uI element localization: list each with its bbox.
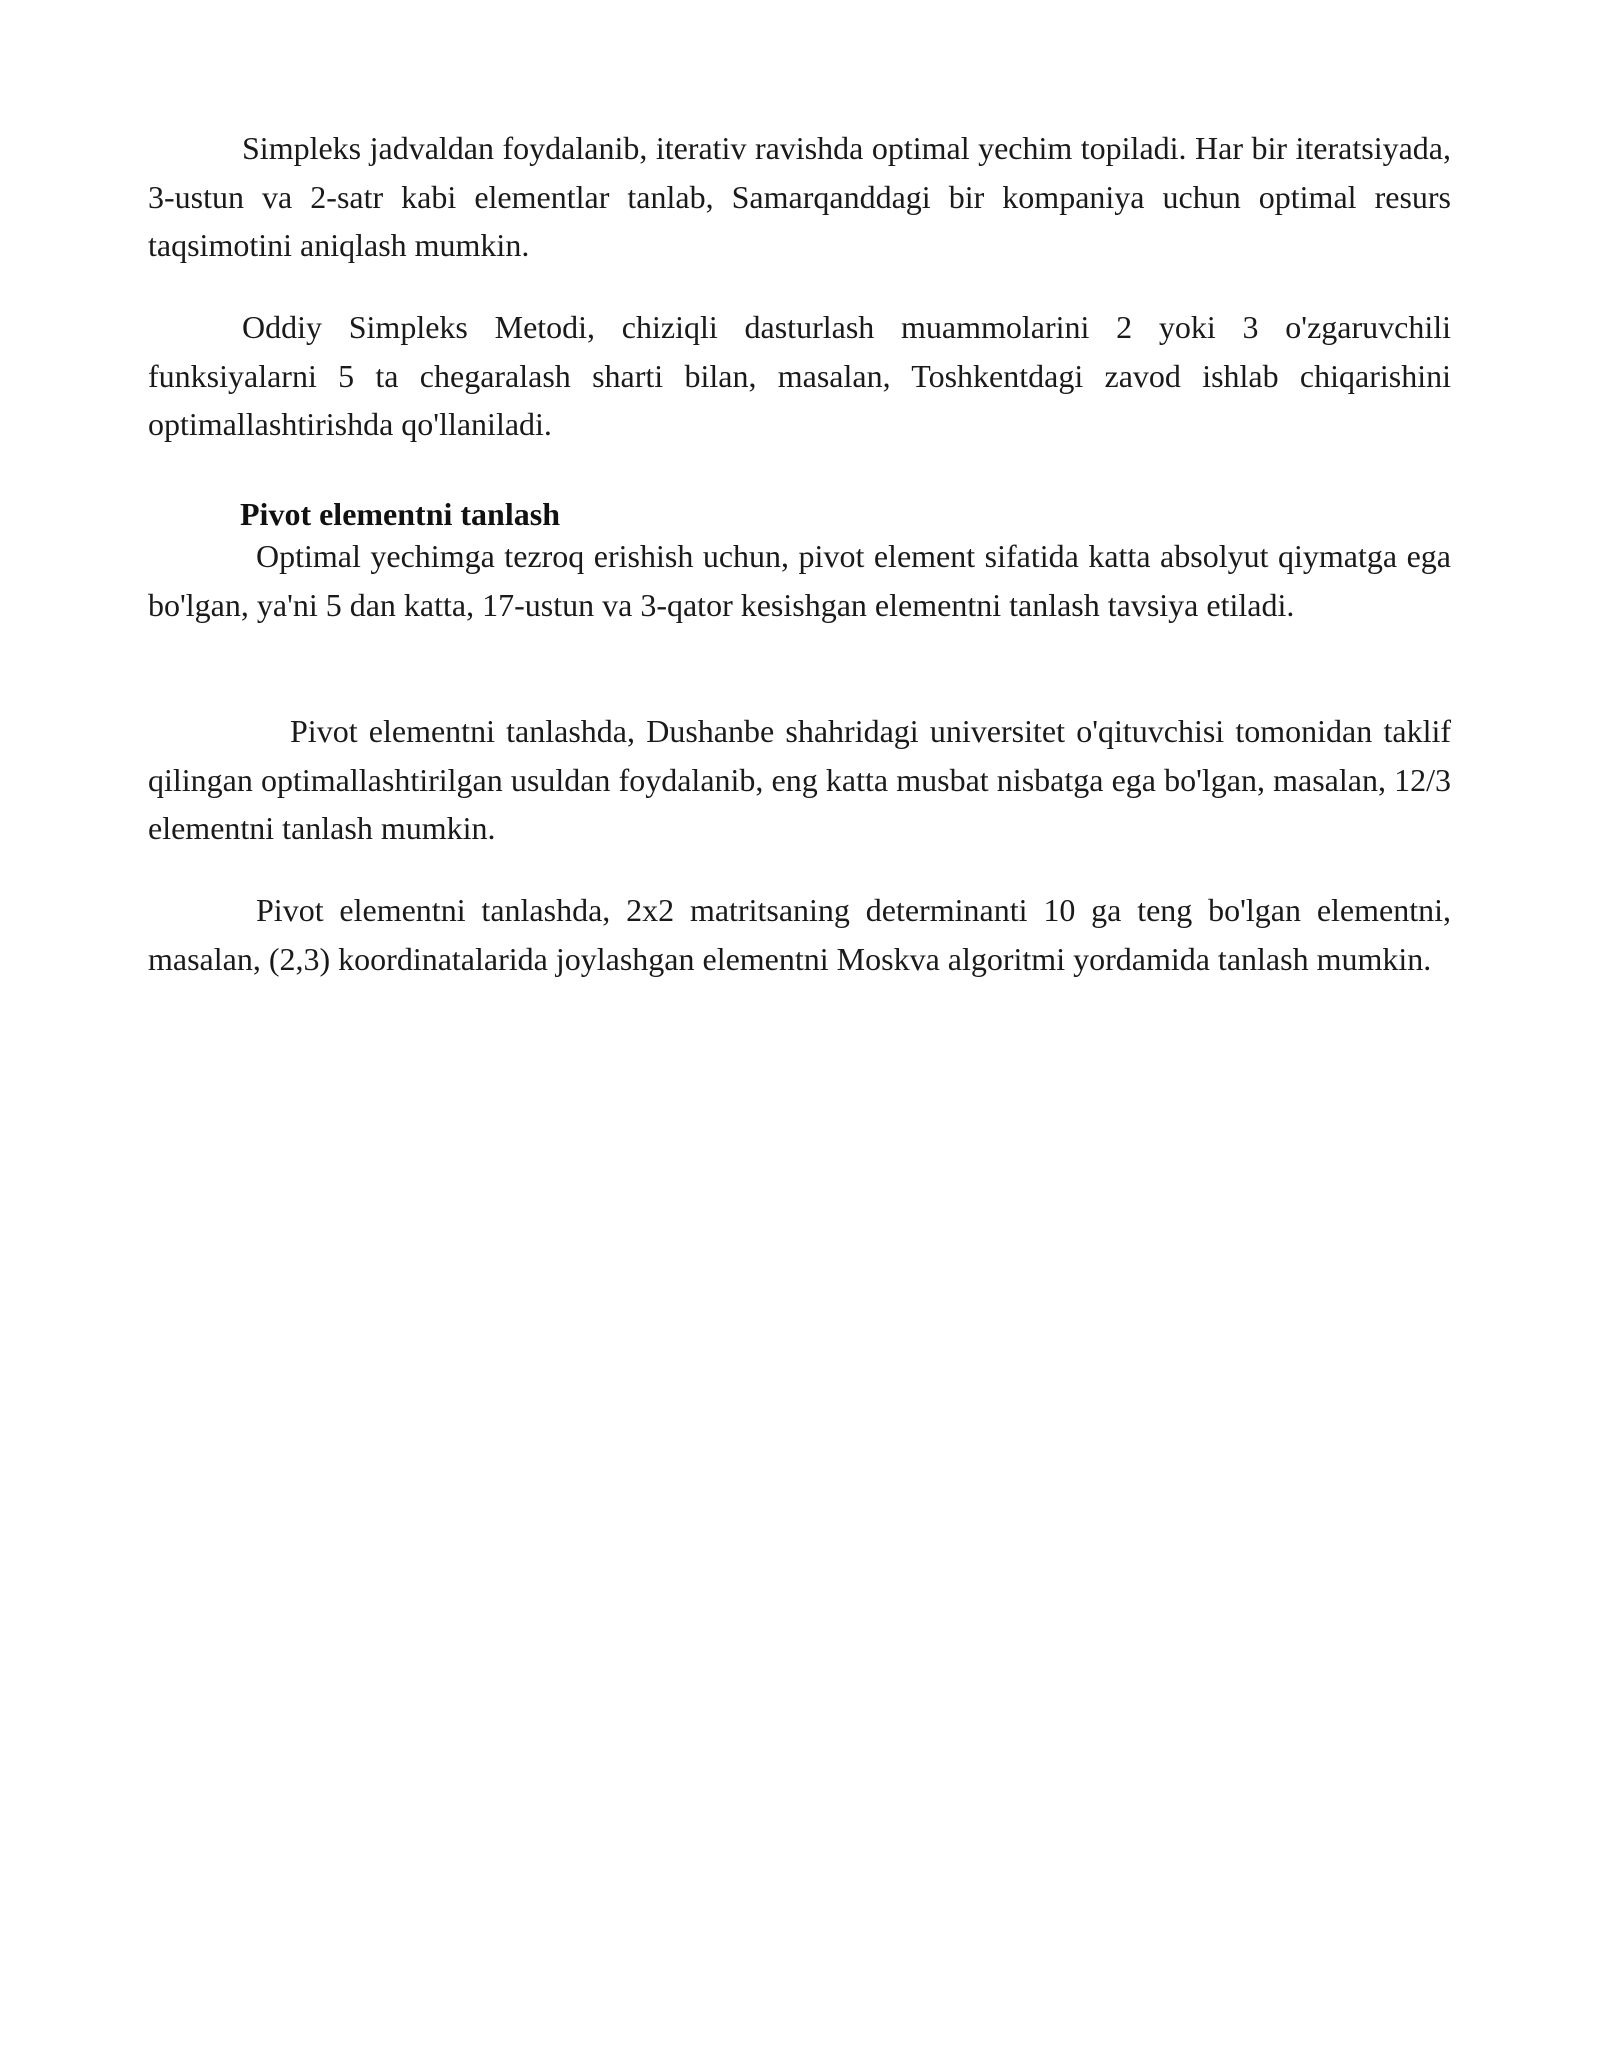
section-heading: Pivot elementni tanlash — [240, 496, 560, 532]
paragraph-pivot-determinant: Pivot elementni tanlashda, 2x2 matritsaning determinanti 10 ga teng bo'lgan elementni, masalan, (2,3) koordinatalarida joylashgan elementni Moskva algoritmi yordamida tanlash mumkin. — [148, 892, 1451, 977]
paragraph-simplex-method: Oddiy Simpleks Metodi, chiziqli dasturlash muammolarini 2 yoki 3 o'zgaruvchili funksiyalarni 5 ta chegaralash sharti bilan, masalan, Toshkentdagi zavod ishlab chiqarishini optimallashtirishda qo'llaniladi. — [148, 309, 1451, 442]
paragraph-pivot-absolute: Optimal yechimga tezroq erishish uchun, pivot element sifatida katta absolyut qiymatga ega bo'lgan, ya'ni 5 dan katta, 17-ustun va 3-qator kesishgan elementni tanlash tavsiya etiladi. — [148, 538, 1451, 623]
paragraph-simplex-table: Simpleks jadvaldan foydalanib, iterativ ravishda optimal yechim topiladi. Har bir iteratsiyada, 3-ustun va 2-satr kabi elementlar tanlab, Samarqanddagi bir kompaniya uchun optimal resurs taqsimotini aniqlash mumkin. — [148, 130, 1451, 263]
paragraph-pivot-ratio: Pivot elementni tanlashda, Dushanbe shahridagi universitet o'qituvchisi tomonidan taklif qilingan optimallashtirilgan usuldan foydalanib, eng katta musbat nisbatga ega bo'lgan, masalan, 12/3 elementni tanlash mumkin. — [148, 713, 1451, 846]
